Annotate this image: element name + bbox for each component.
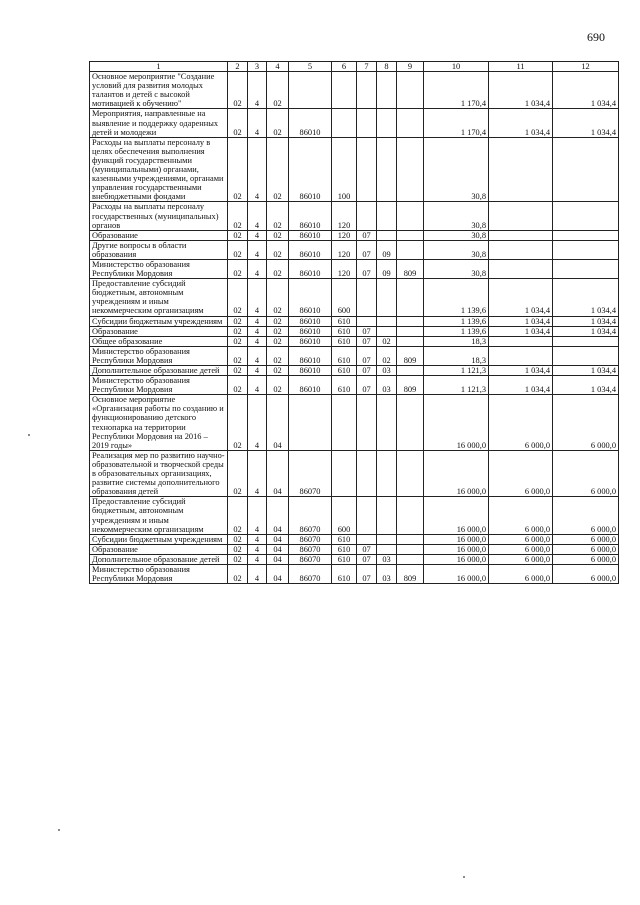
main-activity-code: 02 bbox=[267, 202, 289, 230]
direction-code: 86070 bbox=[289, 497, 332, 534]
row-label: Общее образование bbox=[90, 336, 228, 346]
section-code: 07 bbox=[357, 230, 377, 240]
main-activity-code: 04 bbox=[267, 534, 289, 544]
amount-year-1: 1 139,6 bbox=[424, 279, 489, 316]
main-activity-code: 04 bbox=[267, 395, 289, 451]
subprogram-code: 4 bbox=[248, 279, 267, 316]
expense-type-code bbox=[332, 395, 357, 451]
section-code bbox=[357, 534, 377, 544]
ministry-code bbox=[397, 72, 424, 109]
table-row bbox=[90, 137, 619, 202]
row-label: Субсидии бюджетным учреждениям bbox=[90, 316, 228, 326]
row-label: Министерство образования Республики Мордовия bbox=[90, 564, 228, 583]
row-label: Реализация мер по развитию научно-образовательной и творческой среды в образовательных организациях, развитие системы дополнительного образования детей bbox=[90, 450, 228, 496]
gp-code: 02 bbox=[228, 137, 248, 202]
main-activity-code: 02 bbox=[267, 279, 289, 316]
subsection-code bbox=[377, 137, 397, 202]
gp-code: 02 bbox=[228, 326, 248, 336]
gp-code: 02 bbox=[228, 395, 248, 451]
table-row bbox=[90, 230, 619, 240]
table-row bbox=[90, 240, 619, 259]
section-code: 07 bbox=[357, 346, 377, 365]
row-label: Предоставление субсидий бюджетным, автономным учреждениям и иным некоммерческим организациям bbox=[90, 497, 228, 534]
expense-type-code: 600 bbox=[332, 279, 357, 316]
section-code: 07 bbox=[357, 544, 377, 554]
subsection-code bbox=[377, 202, 397, 230]
subsection-code bbox=[377, 544, 397, 554]
column-number: 6 bbox=[332, 62, 357, 72]
gp-code: 02 bbox=[228, 554, 248, 564]
direction-code: 86010 bbox=[289, 376, 332, 395]
row-label: Субсидии бюджетным учреждениям bbox=[90, 534, 228, 544]
ministry-code bbox=[397, 544, 424, 554]
ministry-code bbox=[397, 109, 424, 137]
subsection-code bbox=[377, 326, 397, 336]
scan-speck bbox=[58, 829, 60, 831]
table-row bbox=[90, 395, 619, 451]
main-activity-code: 02 bbox=[267, 346, 289, 365]
amount-year-1: 1 121,3 bbox=[424, 366, 489, 376]
column-number: 2 bbox=[228, 62, 248, 72]
gp-code: 02 bbox=[228, 376, 248, 395]
main-activity-code: 02 bbox=[267, 326, 289, 336]
expense-type-code: 610 bbox=[332, 316, 357, 326]
table-row bbox=[90, 534, 619, 544]
gp-code: 02 bbox=[228, 366, 248, 376]
amount-year-2 bbox=[489, 202, 553, 230]
main-activity-code: 02 bbox=[267, 366, 289, 376]
expense-type-code: 600 bbox=[332, 497, 357, 534]
amount-year-3: 1 034,4 bbox=[553, 72, 619, 109]
ministry-code bbox=[397, 554, 424, 564]
amount-year-1: 30,8 bbox=[424, 202, 489, 230]
gp-code: 02 bbox=[228, 450, 248, 496]
section-code bbox=[357, 395, 377, 451]
table-row bbox=[90, 259, 619, 278]
row-label: Расходы на выплаты персоналу в целях обеспечения выполнения функций государственными (муниципальными) органами, казенными учреждениями, органами управления государственными внебюджетными фондами bbox=[90, 137, 228, 202]
direction-code bbox=[289, 72, 332, 109]
row-label: Дополнительное образование детей bbox=[90, 554, 228, 564]
direction-code: 86010 bbox=[289, 336, 332, 346]
column-number: 3 bbox=[248, 62, 267, 72]
subsection-code bbox=[377, 534, 397, 544]
direction-code: 86070 bbox=[289, 534, 332, 544]
amount-year-2: 1 034,4 bbox=[489, 376, 553, 395]
ministry-code: 809 bbox=[397, 259, 424, 278]
table-row bbox=[90, 109, 619, 137]
row-label: Министерство образования Республики Мордовия bbox=[90, 376, 228, 395]
page-number: 690 bbox=[587, 30, 605, 44]
row-label: Образование bbox=[90, 230, 228, 240]
expense-type-code: 610 bbox=[332, 366, 357, 376]
column-number-row bbox=[90, 62, 619, 72]
direction-code: 86010 bbox=[289, 326, 332, 336]
gp-code: 02 bbox=[228, 109, 248, 137]
ministry-code: 809 bbox=[397, 346, 424, 365]
section-code bbox=[357, 279, 377, 316]
gp-code: 02 bbox=[228, 346, 248, 365]
expense-type-code: 610 bbox=[332, 346, 357, 365]
column-number: 4 bbox=[267, 62, 289, 72]
direction-code: 86010 bbox=[289, 230, 332, 240]
section-code: 07 bbox=[357, 326, 377, 336]
row-label: Образование bbox=[90, 326, 228, 336]
table-row bbox=[90, 564, 619, 583]
subprogram-code: 4 bbox=[248, 554, 267, 564]
table-row bbox=[90, 554, 619, 564]
section-code: 07 bbox=[357, 564, 377, 583]
section-code bbox=[357, 316, 377, 326]
amount-year-2: 6 000,0 bbox=[489, 497, 553, 534]
subsection-code: 03 bbox=[377, 564, 397, 583]
main-activity-code: 04 bbox=[267, 450, 289, 496]
gp-code: 02 bbox=[228, 279, 248, 316]
table-row bbox=[90, 72, 619, 109]
scan-speck bbox=[463, 876, 465, 878]
gp-code: 02 bbox=[228, 316, 248, 326]
amount-year-3: 1 034,4 bbox=[553, 109, 619, 137]
expense-type-code: 610 bbox=[332, 326, 357, 336]
amount-year-1: 16 000,0 bbox=[424, 534, 489, 544]
direction-code: 86070 bbox=[289, 544, 332, 554]
ministry-code bbox=[397, 497, 424, 534]
table-row bbox=[90, 316, 619, 326]
gp-code: 02 bbox=[228, 240, 248, 259]
gp-code: 02 bbox=[228, 259, 248, 278]
ministry-code bbox=[397, 326, 424, 336]
amount-year-2 bbox=[489, 240, 553, 259]
row-label: Расходы на выплаты персоналу государственных (муниципальных) органов bbox=[90, 202, 228, 230]
main-activity-code: 04 bbox=[267, 554, 289, 564]
amount-year-3: 6 000,0 bbox=[553, 395, 619, 451]
ministry-code bbox=[397, 137, 424, 202]
direction-code: 86010 bbox=[289, 346, 332, 365]
subprogram-code: 4 bbox=[248, 326, 267, 336]
section-code: 07 bbox=[357, 240, 377, 259]
subsection-code bbox=[377, 316, 397, 326]
row-label: Предоставление субсидий бюджетным, автономным учреждениям и иным некоммерческим организациям bbox=[90, 279, 228, 316]
direction-code: 86010 bbox=[289, 137, 332, 202]
amount-year-2: 6 000,0 bbox=[489, 554, 553, 564]
amount-year-3: 6 000,0 bbox=[553, 554, 619, 564]
gp-code: 02 bbox=[228, 534, 248, 544]
amount-year-3 bbox=[553, 240, 619, 259]
subprogram-code: 4 bbox=[248, 534, 267, 544]
ministry-code bbox=[397, 450, 424, 496]
subprogram-code: 4 bbox=[248, 544, 267, 554]
row-label: Основное мероприятие «Организация работы по созданию и функционированию детского технопарка на территории Республики Мордовия на 2016 – 2019 годы» bbox=[90, 395, 228, 451]
amount-year-3: 1 034,4 bbox=[553, 279, 619, 316]
amount-year-3 bbox=[553, 336, 619, 346]
amount-year-2: 6 000,0 bbox=[489, 395, 553, 451]
amount-year-2: 1 034,4 bbox=[489, 316, 553, 326]
amount-year-3: 6 000,0 bbox=[553, 544, 619, 554]
subprogram-code: 4 bbox=[248, 450, 267, 496]
amount-year-2 bbox=[489, 230, 553, 240]
amount-year-1: 1 139,6 bbox=[424, 316, 489, 326]
gp-code: 02 bbox=[228, 564, 248, 583]
expense-type-code: 610 bbox=[332, 376, 357, 395]
amount-year-2: 1 034,4 bbox=[489, 72, 553, 109]
amount-year-2 bbox=[489, 336, 553, 346]
amount-year-3 bbox=[553, 137, 619, 202]
section-code bbox=[357, 450, 377, 496]
column-number: 11 bbox=[489, 62, 553, 72]
ministry-code bbox=[397, 366, 424, 376]
amount-year-2: 1 034,4 bbox=[489, 366, 553, 376]
budget-table bbox=[89, 61, 619, 584]
row-label: Дополнительное образование детей bbox=[90, 366, 228, 376]
amount-year-1: 16 000,0 bbox=[424, 554, 489, 564]
budget-table-body bbox=[90, 72, 619, 584]
subsection-code: 03 bbox=[377, 554, 397, 564]
row-label: Образование bbox=[90, 544, 228, 554]
subprogram-code: 4 bbox=[248, 230, 267, 240]
section-code bbox=[357, 137, 377, 202]
amount-year-3: 1 034,4 bbox=[553, 376, 619, 395]
ministry-code bbox=[397, 395, 424, 451]
section-code bbox=[357, 72, 377, 109]
column-number: 1 bbox=[90, 62, 228, 72]
table-row bbox=[90, 450, 619, 496]
amount-year-1: 18,3 bbox=[424, 346, 489, 365]
amount-year-3: 6 000,0 bbox=[553, 564, 619, 583]
main-activity-code: 02 bbox=[267, 230, 289, 240]
table-row bbox=[90, 326, 619, 336]
subsection-code bbox=[377, 109, 397, 137]
expense-type-code: 120 bbox=[332, 240, 357, 259]
ministry-code: 809 bbox=[397, 564, 424, 583]
ministry-code bbox=[397, 316, 424, 326]
main-activity-code: 02 bbox=[267, 137, 289, 202]
table-row bbox=[90, 544, 619, 554]
expense-type-code: 610 bbox=[332, 534, 357, 544]
direction-code: 86010 bbox=[289, 240, 332, 259]
gp-code: 02 bbox=[228, 72, 248, 109]
amount-year-2: 1 034,4 bbox=[489, 109, 553, 137]
direction-code: 86070 bbox=[289, 554, 332, 564]
expense-type-code: 610 bbox=[332, 564, 357, 583]
subsection-code bbox=[377, 72, 397, 109]
subprogram-code: 4 bbox=[248, 202, 267, 230]
amount-year-1: 1 121,3 bbox=[424, 376, 489, 395]
amount-year-3: 6 000,0 bbox=[553, 534, 619, 544]
subprogram-code: 4 bbox=[248, 240, 267, 259]
main-activity-code: 02 bbox=[267, 72, 289, 109]
subprogram-code: 4 bbox=[248, 137, 267, 202]
subprogram-code: 4 bbox=[248, 376, 267, 395]
amount-year-2: 6 000,0 bbox=[489, 450, 553, 496]
subsection-code bbox=[377, 395, 397, 451]
ministry-code bbox=[397, 230, 424, 240]
amount-year-1: 30,8 bbox=[424, 230, 489, 240]
ministry-code bbox=[397, 240, 424, 259]
gp-code: 02 bbox=[228, 202, 248, 230]
subsection-code: 09 bbox=[377, 259, 397, 278]
table-row bbox=[90, 366, 619, 376]
expense-type-code: 120 bbox=[332, 259, 357, 278]
row-label: Министерство образования Республики Мордовия bbox=[90, 259, 228, 278]
amount-year-1: 18,3 bbox=[424, 336, 489, 346]
subsection-code: 09 bbox=[377, 240, 397, 259]
subsection-code bbox=[377, 230, 397, 240]
column-number: 5 bbox=[289, 62, 332, 72]
expense-type-code: 120 bbox=[332, 230, 357, 240]
table-row bbox=[90, 336, 619, 346]
section-code bbox=[357, 109, 377, 137]
section-code bbox=[357, 202, 377, 230]
main-activity-code: 04 bbox=[267, 564, 289, 583]
table-row bbox=[90, 279, 619, 316]
subsection-code: 03 bbox=[377, 376, 397, 395]
amount-year-2: 1 034,4 bbox=[489, 326, 553, 336]
direction-code: 86010 bbox=[289, 366, 332, 376]
subprogram-code: 4 bbox=[248, 316, 267, 326]
expense-type-code: 120 bbox=[332, 202, 357, 230]
amount-year-3: 1 034,4 bbox=[553, 316, 619, 326]
subprogram-code: 4 bbox=[248, 564, 267, 583]
amount-year-1: 30,8 bbox=[424, 137, 489, 202]
ministry-code bbox=[397, 202, 424, 230]
amount-year-3: 1 034,4 bbox=[553, 366, 619, 376]
main-activity-code: 04 bbox=[267, 544, 289, 554]
gp-code: 02 bbox=[228, 230, 248, 240]
ministry-code bbox=[397, 336, 424, 346]
amount-year-1: 1 139,6 bbox=[424, 326, 489, 336]
amount-year-1: 16 000,0 bbox=[424, 450, 489, 496]
main-activity-code: 02 bbox=[267, 336, 289, 346]
direction-code: 86010 bbox=[289, 109, 332, 137]
direction-code: 86070 bbox=[289, 564, 332, 583]
row-label: Другие вопросы в области образования bbox=[90, 240, 228, 259]
table-row bbox=[90, 497, 619, 534]
direction-code bbox=[289, 395, 332, 451]
expense-type-code bbox=[332, 450, 357, 496]
expense-type-code: 610 bbox=[332, 554, 357, 564]
subprogram-code: 4 bbox=[248, 336, 267, 346]
expense-type-code: 100 bbox=[332, 137, 357, 202]
amount-year-2 bbox=[489, 346, 553, 365]
amount-year-1: 30,8 bbox=[424, 259, 489, 278]
amount-year-3 bbox=[553, 346, 619, 365]
expense-type-code bbox=[332, 72, 357, 109]
amount-year-3: 6 000,0 bbox=[553, 497, 619, 534]
direction-code: 86010 bbox=[289, 316, 332, 326]
main-activity-code: 02 bbox=[267, 109, 289, 137]
amount-year-2: 6 000,0 bbox=[489, 544, 553, 554]
section-code bbox=[357, 497, 377, 534]
amount-year-2: 1 034,4 bbox=[489, 279, 553, 316]
ministry-code: 809 bbox=[397, 376, 424, 395]
section-code: 07 bbox=[357, 366, 377, 376]
subprogram-code: 4 bbox=[248, 395, 267, 451]
amount-year-3: 1 034,4 bbox=[553, 326, 619, 336]
subsection-code bbox=[377, 450, 397, 496]
main-activity-code: 02 bbox=[267, 376, 289, 395]
amount-year-3 bbox=[553, 259, 619, 278]
section-code: 07 bbox=[357, 554, 377, 564]
table-row bbox=[90, 376, 619, 395]
direction-code: 86010 bbox=[289, 202, 332, 230]
row-label: Мероприятия, направленные на выявление и поддержку одаренных детей и молодежи bbox=[90, 109, 228, 137]
subsection-code: 02 bbox=[377, 346, 397, 365]
ministry-code bbox=[397, 279, 424, 316]
column-number: 7 bbox=[357, 62, 377, 72]
gp-code: 02 bbox=[228, 336, 248, 346]
section-code: 07 bbox=[357, 336, 377, 346]
row-label: Основное мероприятие "Создание условий для развития молодых талантов и детей с высокой мотивацией к обучению" bbox=[90, 72, 228, 109]
subprogram-code: 4 bbox=[248, 346, 267, 365]
amount-year-1: 1 170,4 bbox=[424, 72, 489, 109]
amount-year-2 bbox=[489, 137, 553, 202]
subsection-code: 03 bbox=[377, 366, 397, 376]
scan-speck bbox=[28, 434, 30, 436]
amount-year-1: 16 000,0 bbox=[424, 544, 489, 554]
amount-year-1: 16 000,0 bbox=[424, 564, 489, 583]
gp-code: 02 bbox=[228, 497, 248, 534]
amount-year-1: 1 170,4 bbox=[424, 109, 489, 137]
main-activity-code: 02 bbox=[267, 259, 289, 278]
column-number: 9 bbox=[397, 62, 424, 72]
amount-year-3 bbox=[553, 202, 619, 230]
amount-year-3: 6 000,0 bbox=[553, 450, 619, 496]
table-row bbox=[90, 202, 619, 230]
amount-year-1: 16 000,0 bbox=[424, 395, 489, 451]
direction-code: 86010 bbox=[289, 259, 332, 278]
amount-year-1: 30,8 bbox=[424, 240, 489, 259]
ministry-code bbox=[397, 534, 424, 544]
gp-code: 02 bbox=[228, 544, 248, 554]
expense-type-code: 610 bbox=[332, 336, 357, 346]
amount-year-2 bbox=[489, 259, 553, 278]
direction-code: 86070 bbox=[289, 450, 332, 496]
subsection-code bbox=[377, 497, 397, 534]
expense-type-code bbox=[332, 109, 357, 137]
subprogram-code: 4 bbox=[248, 109, 267, 137]
subprogram-code: 4 bbox=[248, 72, 267, 109]
section-code: 07 bbox=[357, 376, 377, 395]
subsection-code bbox=[377, 279, 397, 316]
main-activity-code: 02 bbox=[267, 316, 289, 326]
subprogram-code: 4 bbox=[248, 259, 267, 278]
direction-code: 86010 bbox=[289, 279, 332, 316]
section-code: 07 bbox=[357, 259, 377, 278]
main-activity-code: 04 bbox=[267, 497, 289, 534]
column-number: 8 bbox=[377, 62, 397, 72]
column-number: 10 bbox=[424, 62, 489, 72]
amount-year-2: 6 000,0 bbox=[489, 564, 553, 583]
amount-year-3 bbox=[553, 230, 619, 240]
row-label: Министерство образования Республики Мордовия bbox=[90, 346, 228, 365]
subsection-code: 02 bbox=[377, 336, 397, 346]
column-number: 12 bbox=[553, 62, 619, 72]
amount-year-1: 16 000,0 bbox=[424, 497, 489, 534]
expense-type-code: 610 bbox=[332, 544, 357, 554]
table-row bbox=[90, 346, 619, 365]
main-activity-code: 02 bbox=[267, 240, 289, 259]
amount-year-2: 6 000,0 bbox=[489, 534, 553, 544]
subprogram-code: 4 bbox=[248, 366, 267, 376]
subprogram-code: 4 bbox=[248, 497, 267, 534]
